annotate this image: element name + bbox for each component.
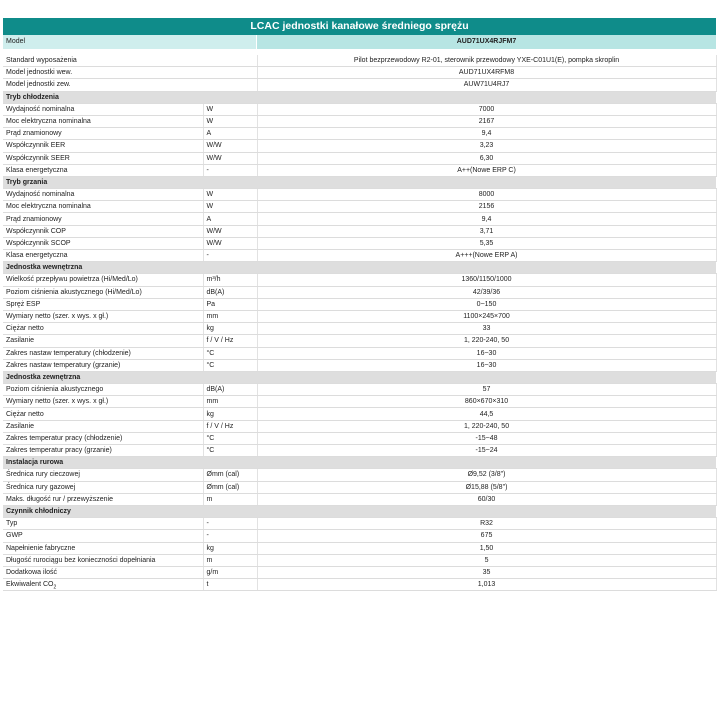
table-row bbox=[3, 420, 716, 432]
table-row bbox=[3, 469, 716, 481]
row-unit: W bbox=[203, 189, 257, 201]
row-label bbox=[3, 250, 203, 262]
row-unit: g/m bbox=[203, 566, 257, 578]
row-label-text: Napełnienie fabryczne bbox=[6, 544, 76, 552]
row-unit: °C bbox=[203, 445, 257, 457]
row-label bbox=[3, 359, 203, 371]
table-row bbox=[3, 115, 716, 127]
row-label-text: Współczynnik EER bbox=[6, 142, 66, 150]
row-unit: A bbox=[203, 128, 257, 140]
row-label bbox=[3, 420, 203, 432]
table-row bbox=[3, 323, 716, 335]
table-row bbox=[3, 274, 716, 286]
row-label-text: Wielkość przepływu powietrza (Hi/Med/Lo) bbox=[6, 276, 138, 284]
row-unit: kg bbox=[203, 323, 257, 335]
row-unit: W bbox=[203, 201, 257, 213]
section-title: Jednostka wewnętrzna bbox=[3, 262, 716, 274]
row-unit: Pa bbox=[203, 298, 257, 310]
row-label-text: Współczynnik COP bbox=[6, 227, 66, 235]
row-label-text: Zakres temperatur pracy (chłodzenie) bbox=[6, 434, 123, 442]
model-row bbox=[3, 35, 716, 49]
row-label bbox=[3, 152, 203, 164]
table-row bbox=[3, 347, 716, 359]
row-label-text: Prąd znamionowy bbox=[6, 215, 62, 223]
row-label-text: Maks. długość rur / przewyższenie bbox=[6, 495, 113, 503]
row-label-text: Prąd znamionowy bbox=[6, 130, 62, 138]
row-unit: m³/h bbox=[203, 274, 257, 286]
table-row bbox=[3, 250, 716, 262]
row-label bbox=[3, 286, 203, 298]
row-value: 8000 bbox=[257, 189, 716, 201]
table-row bbox=[3, 152, 716, 164]
row-label-text: Spręż ESP bbox=[6, 300, 41, 308]
row-unit: dB(A) bbox=[203, 286, 257, 298]
table-row bbox=[3, 579, 716, 591]
row-value: 9,4 bbox=[257, 128, 716, 140]
row-value: 7000 bbox=[257, 103, 716, 115]
table-row bbox=[3, 554, 716, 566]
row-value: 1100×245×700 bbox=[257, 310, 716, 322]
row-unit: - bbox=[203, 164, 257, 176]
row-unit: m bbox=[203, 554, 257, 566]
row-value: 44,5 bbox=[257, 408, 716, 420]
row-label-text: Poziom ciśnienia akustycznego bbox=[6, 386, 104, 394]
row-label bbox=[3, 530, 203, 542]
row-label-text: Ciężar netto bbox=[6, 410, 44, 418]
table-row bbox=[3, 201, 716, 213]
row-label bbox=[3, 189, 203, 201]
table-row bbox=[3, 493, 716, 505]
row-label-text: Zakres temperatur pracy (grzanie) bbox=[6, 447, 112, 455]
table-row bbox=[3, 237, 716, 249]
row-unit: W bbox=[203, 103, 257, 115]
row-label-text: Klasa energetyczna bbox=[6, 166, 68, 174]
row-unit: W bbox=[203, 115, 257, 127]
row-value: A++(Nowe ERP C) bbox=[257, 164, 716, 176]
table-row bbox=[3, 359, 716, 371]
row-label-text: Ciężar netto bbox=[6, 325, 44, 333]
row-value: -15~24 bbox=[257, 445, 716, 457]
row-unit: W/W bbox=[203, 225, 257, 237]
row-label-subscript: 2 bbox=[53, 584, 57, 591]
row-label bbox=[3, 481, 203, 493]
row-value: 16~30 bbox=[257, 347, 716, 359]
spec-table bbox=[3, 55, 717, 591]
table-row bbox=[3, 128, 716, 140]
row-label bbox=[3, 225, 203, 237]
table-row bbox=[3, 286, 716, 298]
section-title: Czynnik chłodniczy bbox=[3, 505, 716, 517]
row-label bbox=[3, 140, 203, 152]
row-value: 33 bbox=[257, 323, 716, 335]
row-label-text: Współczynnik SCOP bbox=[6, 239, 71, 247]
table-row bbox=[3, 384, 716, 396]
section-title: Jednostka zewnętrzna bbox=[3, 371, 716, 383]
row-unit: - bbox=[203, 530, 257, 542]
row-label bbox=[3, 274, 203, 286]
row-label bbox=[3, 469, 203, 481]
section-header bbox=[3, 176, 716, 188]
row-label bbox=[3, 542, 203, 554]
row-label bbox=[3, 323, 203, 335]
row-value: -15~48 bbox=[257, 432, 716, 444]
table-row bbox=[3, 518, 716, 530]
row-unit: A bbox=[203, 213, 257, 225]
row-label bbox=[3, 103, 203, 115]
row-label-text: Współczynnik SEER bbox=[6, 154, 70, 162]
row-unit: m bbox=[203, 493, 257, 505]
row-label-text: Wydajność nominalna bbox=[6, 105, 75, 113]
row-label-text: Zasilanie bbox=[6, 422, 35, 430]
section-header bbox=[3, 262, 716, 274]
row-label: Model jednostki zew. bbox=[3, 79, 257, 91]
table-row bbox=[3, 335, 716, 347]
row-unit: °C bbox=[203, 359, 257, 371]
table-row bbox=[3, 445, 716, 457]
row-unit: - bbox=[203, 250, 257, 262]
row-value: 5,35 bbox=[257, 237, 716, 249]
table-row bbox=[3, 213, 716, 225]
row-unit: W/W bbox=[203, 152, 257, 164]
row-value: A+++(Nowe ERP A) bbox=[257, 250, 716, 262]
row-label bbox=[3, 566, 203, 578]
row-value: 3,23 bbox=[257, 140, 716, 152]
row-value: 860×670×310 bbox=[257, 396, 716, 408]
row-unit: mm bbox=[203, 310, 257, 322]
row-value: 1, 220-240, 50 bbox=[257, 420, 716, 432]
row-label bbox=[3, 518, 203, 530]
row-label bbox=[3, 554, 203, 566]
row-unit: f / V / Hz bbox=[203, 420, 257, 432]
row-value: 3,71 bbox=[257, 225, 716, 237]
table-row bbox=[3, 396, 716, 408]
row-label bbox=[3, 408, 203, 420]
row-label bbox=[3, 432, 203, 444]
row-value: 42/39/36 bbox=[257, 286, 716, 298]
spec-sheet bbox=[3, 18, 716, 591]
row-label bbox=[3, 201, 203, 213]
model-label: Model bbox=[3, 35, 257, 49]
row-unit: f / V / Hz bbox=[203, 335, 257, 347]
row-label-text: Średnica rury gazowej bbox=[6, 483, 76, 491]
row-label-text: Dodatkowa ilość bbox=[6, 568, 57, 576]
row-value: 60/30 bbox=[257, 493, 716, 505]
table-row bbox=[3, 408, 716, 420]
row-label bbox=[3, 115, 203, 127]
table-row bbox=[3, 140, 716, 152]
section-title: Tryb grzania bbox=[3, 176, 716, 188]
section-header bbox=[3, 91, 716, 103]
section-title: Tryb chłodzenia bbox=[3, 91, 716, 103]
row-unit: °C bbox=[203, 347, 257, 359]
row-value: 57 bbox=[257, 384, 716, 396]
row-label bbox=[3, 493, 203, 505]
table-row bbox=[3, 298, 716, 310]
table-row bbox=[3, 103, 716, 115]
row-label bbox=[3, 310, 203, 322]
table-row bbox=[3, 530, 716, 542]
row-value: Ø9,52 (3/8") bbox=[257, 469, 716, 481]
row-value: 1,50 bbox=[257, 542, 716, 554]
row-label-text: Klasa energetyczna bbox=[6, 252, 68, 260]
row-label-text: Zakres nastaw temperatury (grzanie) bbox=[6, 361, 121, 369]
row-value: R32 bbox=[257, 518, 716, 530]
row-unit: °C bbox=[203, 432, 257, 444]
row-label bbox=[3, 384, 203, 396]
row-label-text: Zakres nastaw temperatury (chłodzenie) bbox=[6, 349, 131, 357]
table-row bbox=[3, 481, 716, 493]
row-label-text: Średnica rury cieczowej bbox=[6, 471, 80, 479]
section-header bbox=[3, 457, 716, 469]
row-label-text: Wymiary netto (szer. x wys. x gł.) bbox=[6, 313, 109, 321]
row-unit: W/W bbox=[203, 140, 257, 152]
row-label-text: Wymiary netto (szer. x wys. x gł.) bbox=[6, 398, 109, 406]
row-unit: Ømm (cal) bbox=[203, 469, 257, 481]
row-label bbox=[3, 579, 203, 591]
table-row bbox=[3, 225, 716, 237]
row-unit: W/W bbox=[203, 237, 257, 249]
row-label-text: Wydajność nominalna bbox=[6, 191, 75, 199]
row-label-text: Poziom ciśnienia akustycznego (Hi/Med/Lo) bbox=[6, 288, 142, 296]
table-row bbox=[3, 79, 716, 91]
row-label-text: Moc elektryczna nominalna bbox=[6, 118, 91, 126]
table-row bbox=[3, 189, 716, 201]
section-header bbox=[3, 505, 716, 517]
row-label-text: Zasilanie bbox=[6, 337, 35, 345]
table-row bbox=[3, 310, 716, 322]
row-label: Model jednostki wew. bbox=[3, 67, 257, 79]
row-value: 675 bbox=[257, 530, 716, 542]
row-label-text: Moc elektryczna nominalna bbox=[6, 203, 91, 211]
row-value: 1360/1150/1000 bbox=[257, 274, 716, 286]
table-row bbox=[3, 55, 716, 67]
row-label bbox=[3, 347, 203, 359]
row-value: 1,013 bbox=[257, 579, 716, 591]
row-unit: Ømm (cal) bbox=[203, 481, 257, 493]
row-label-text: Ekwiwalent CO bbox=[6, 581, 54, 589]
table-row bbox=[3, 164, 716, 176]
row-value: 35 bbox=[257, 566, 716, 578]
section-title: Instalacja rurowa bbox=[3, 457, 716, 469]
row-unit: dB(A) bbox=[203, 384, 257, 396]
row-value: 6,30 bbox=[257, 152, 716, 164]
row-value: Ø15,88 (5/8") bbox=[257, 481, 716, 493]
row-label bbox=[3, 445, 203, 457]
row-value: 16~30 bbox=[257, 359, 716, 371]
row-label bbox=[3, 128, 203, 140]
row-label-text: GWP bbox=[6, 532, 23, 540]
row-value: 1, 220-240, 50 bbox=[257, 335, 716, 347]
row-unit: kg bbox=[203, 542, 257, 554]
row-label bbox=[3, 213, 203, 225]
model-value: AUD71UX4RJFM7 bbox=[257, 35, 716, 49]
row-label bbox=[3, 164, 203, 176]
row-value: 0~150 bbox=[257, 298, 716, 310]
row-value: 5 bbox=[257, 554, 716, 566]
table-row bbox=[3, 432, 716, 444]
row-label-text: Długość rurociągu bez konieczności dopełniania bbox=[6, 556, 156, 564]
row-value: 2167 bbox=[257, 115, 716, 127]
row-label bbox=[3, 298, 203, 310]
section-header bbox=[3, 371, 716, 383]
row-label bbox=[3, 396, 203, 408]
row-value: 2156 bbox=[257, 201, 716, 213]
row-unit: - bbox=[203, 518, 257, 530]
row-unit: kg bbox=[203, 408, 257, 420]
table-title: LCAC jednostki kanałowe średniego sprężu bbox=[3, 18, 716, 35]
row-value: AUD71UX4RFM8 bbox=[257, 67, 716, 79]
table-row bbox=[3, 542, 716, 554]
row-label bbox=[3, 237, 203, 249]
row-value: 9,4 bbox=[257, 213, 716, 225]
row-label: Standard wyposażenia bbox=[3, 55, 257, 67]
row-label bbox=[3, 335, 203, 347]
row-label-text: Typ bbox=[6, 520, 18, 528]
table-row bbox=[3, 566, 716, 578]
table-row bbox=[3, 67, 716, 79]
row-unit: t bbox=[203, 579, 257, 591]
row-value: Pilot bezprzewodowy R2-01, sterownik przewodowy YXE-C01U1(E), pompka skroplin bbox=[257, 55, 716, 67]
row-unit: mm bbox=[203, 396, 257, 408]
row-value: AUW71U4RJ7 bbox=[257, 79, 716, 91]
